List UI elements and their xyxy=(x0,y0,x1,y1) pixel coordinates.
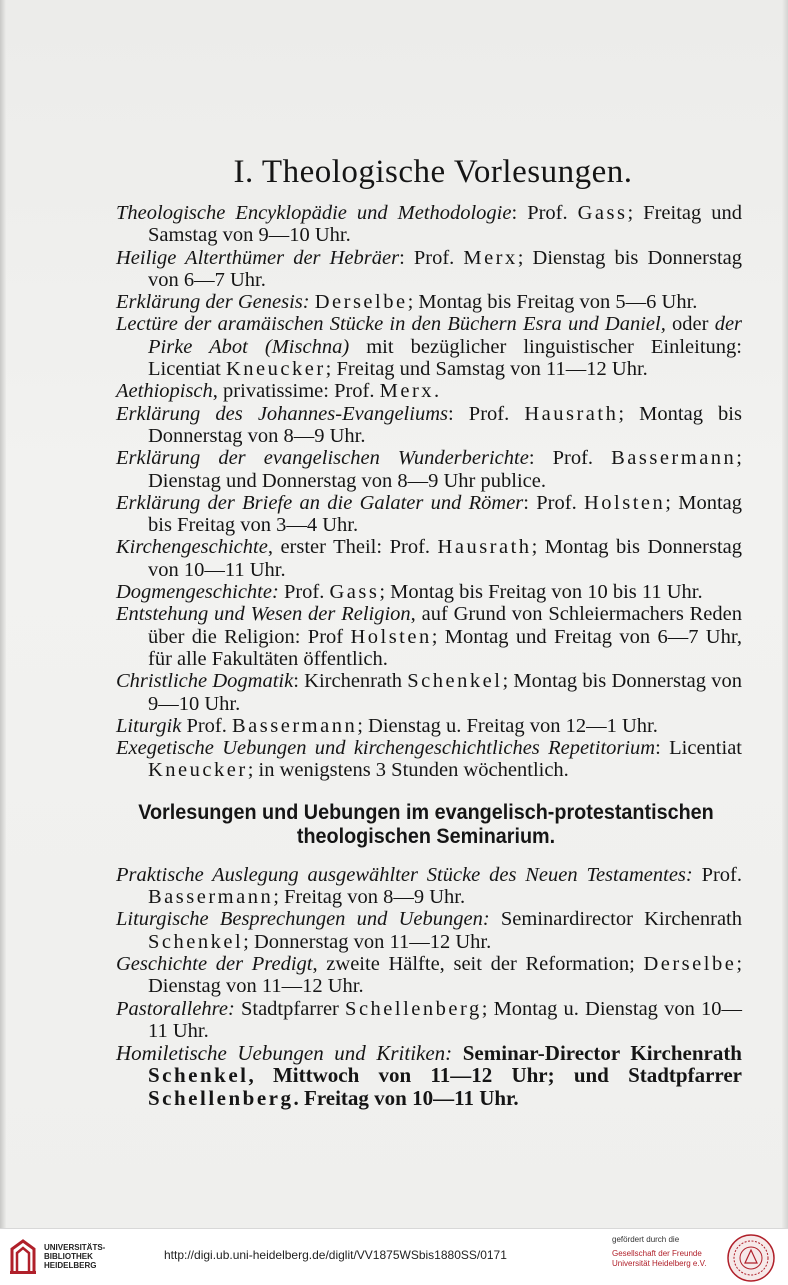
lecture-subject: Geschichte der Predigt xyxy=(116,952,313,975)
lecture-entry xyxy=(116,581,742,603)
lecture-subject: Erklärung der Genesis: xyxy=(116,291,310,314)
sponsor-name-line-2: Universität Heidelberg e.V. xyxy=(612,1259,707,1268)
lecturer-name: Schenkel xyxy=(148,930,244,953)
university-seal-icon xyxy=(726,1233,776,1283)
lecture-detail: ; Dienstag u. Freitag von 12—1 Uhr. xyxy=(357,714,658,737)
page-edge-left xyxy=(0,0,6,1228)
lecture-detail: Prof. xyxy=(527,202,578,224)
lecture-detail: Seminar-Director Kirchenrath xyxy=(462,1041,742,1066)
sponsor-name-line-1: Gesellschaft der Freunde xyxy=(612,1249,702,1258)
lecturer-name: Kneucker xyxy=(148,759,248,782)
lecture-detail: . xyxy=(434,380,440,403)
lecturer-name: Hausrath xyxy=(437,536,532,559)
lecture-detail: Prof. xyxy=(468,402,525,425)
lecture-detail: ; in wenigstens 3 Stunden wöchentlich. xyxy=(247,759,569,782)
lecture-entry xyxy=(116,380,742,402)
lecture-entry xyxy=(116,998,742,1043)
lecture-detail: oder xyxy=(672,313,715,336)
separator: , xyxy=(212,380,224,403)
footer-bar xyxy=(0,1228,788,1285)
lecture-entry xyxy=(116,247,742,292)
lecturer-name: Gass xyxy=(329,581,380,604)
lecturer-name: Hausrath xyxy=(524,402,619,425)
page-content xyxy=(116,152,742,1109)
lecture-detail: privatissime: Prof. xyxy=(223,380,380,403)
lecture-detail: Stadtpfarrer xyxy=(240,997,346,1020)
lecture-entry xyxy=(116,313,742,380)
separator: : xyxy=(293,670,305,693)
lecture-entry xyxy=(116,447,742,492)
lecture-subject: Liturgische Besprechungen und Uebungen: xyxy=(116,908,490,931)
lecture-subject: Erklärung der evangelischen Wunderberichte xyxy=(116,447,529,470)
lecture-detail: ; Montag u. Dienstag von 10—11 Uhr. xyxy=(148,997,742,1042)
lecture-detail: Prof. xyxy=(701,863,742,886)
lecture-detail: Prof. xyxy=(413,246,464,269)
lecture-detail: ; Montag bis Freitag von 10 bis 11 Uhr. xyxy=(379,581,703,604)
lecture-entry xyxy=(116,202,742,247)
lecture-detail: Prof. xyxy=(536,491,584,514)
separator: , xyxy=(312,952,327,975)
separator: : xyxy=(528,447,553,470)
lecturer-name: Schellenberg xyxy=(148,1085,294,1110)
lecturer-name: Merx xyxy=(463,246,518,269)
lecturer-name: Schenkel xyxy=(148,1063,249,1088)
lecturer-name: Bassermann xyxy=(148,886,274,909)
lecturer-name: Holsten xyxy=(583,491,666,514)
lecture-detail: , Mittwoch von 11—12 Uhr; und Stadtpfarrer xyxy=(248,1063,742,1088)
lecture-detail: ; Dienstag und Donnerstag von 8—9 Uhr publice. xyxy=(148,447,742,492)
lecture-subject: Erklärung des Johannes-Evangeliums xyxy=(116,402,448,425)
section-heading: Vorlesungen und Uebungen im evangelisch-protestantischen theologischen Seminarium. xyxy=(138,799,714,848)
lecture-detail: ; Donnerstag von 11—12 Uhr. xyxy=(243,930,492,953)
library-name-line-3: HEIDELBERG xyxy=(44,1261,97,1270)
lecturer-name: Bassermann xyxy=(611,447,737,470)
lecture-subject: Theologische Encyklopädie und Methodologie xyxy=(116,202,512,224)
separator: : xyxy=(447,402,469,425)
lecture-detail: ; Montag und Freitag von 6—7 Uhr, für alle Fakultäten öffentlich. xyxy=(148,625,742,670)
lecture-entry xyxy=(116,492,742,537)
lecture-detail: Prof. xyxy=(186,714,232,737)
lecture-detail: ; Montag bis Freitag von 3—4 Uhr. xyxy=(148,491,742,537)
separator: : xyxy=(399,246,414,269)
lecture-entry xyxy=(116,908,742,953)
lecture-detail: ; Freitag und Samstag von 9—10 Uhr. xyxy=(148,202,742,247)
lecture-detail: zweite Hälfte, seit der Reformation; xyxy=(326,952,644,975)
lecture-entry xyxy=(116,1042,742,1109)
lecture-subject: Aethiopisch xyxy=(116,380,213,403)
lecture-entry xyxy=(116,737,742,782)
library-name xyxy=(44,1243,105,1270)
separator: : xyxy=(511,202,528,224)
permalink[interactable]: http://digi.ub.uni-heidelberg.de/diglit/VV1875WSbis1880SS/0171 xyxy=(164,1248,507,1262)
lecture-entry xyxy=(116,603,742,670)
lecture-detail: mit bezüglicher linguistischer Einleitung: Licentiat xyxy=(148,335,742,381)
lecture-subject: Entstehung und Wesen der Religion xyxy=(116,603,411,626)
library-name-line-1: UNIVERSITÄTS- xyxy=(44,1243,106,1252)
lecturer-name: Gass xyxy=(577,202,628,224)
university-library-logo-icon xyxy=(8,1237,38,1277)
lecture-entry xyxy=(116,536,742,581)
lecture-subject: Homiletische Uebungen und Kritiken: xyxy=(116,1041,453,1066)
separator: : xyxy=(523,491,537,514)
lecture-detail: erster Theil: Prof. xyxy=(280,536,438,559)
separator xyxy=(452,1041,463,1065)
lecture-entry xyxy=(116,291,742,313)
lecturer-name: Schellenberg xyxy=(345,997,482,1020)
lecture-detail: ; Freitag von 8—9 Uhr. xyxy=(273,886,466,909)
lecture-subject: Dogmengeschichte: xyxy=(116,581,279,604)
lecture-entry xyxy=(116,715,742,737)
lecture-detail: Prof. xyxy=(283,581,330,604)
sponsor-name xyxy=(612,1249,706,1269)
separator: : xyxy=(655,737,670,760)
seminar-list xyxy=(116,864,742,1109)
lecture-detail: Kirchenrath xyxy=(304,670,408,693)
lecture-detail: Licentiat xyxy=(669,737,742,760)
lecture-detail: Seminardirector Kirchenrath xyxy=(500,908,743,931)
lecture-detail: . Freitag von 10—11 Uhr. xyxy=(293,1085,519,1110)
separator: , xyxy=(410,603,422,626)
lecturer-name: Derselbe xyxy=(643,952,737,975)
lecture-subject: Pastorallehre: xyxy=(116,997,235,1020)
library-name-line-2: BIBLIOTHEK xyxy=(44,1252,93,1261)
lecture-entry xyxy=(116,953,742,998)
lecture-detail: ; Montag bis Donnerstag von 10—11 Uhr. xyxy=(148,536,742,581)
lecture-subject: Christliche Dogmatik xyxy=(116,670,294,693)
lecture-entry xyxy=(116,670,742,715)
page-title: I. Theologische Vorlesungen. xyxy=(233,154,633,190)
lecture-detail: ; Dienstag von 11—12 Uhr. xyxy=(148,952,743,998)
lecture-subject: Liturgik xyxy=(116,714,182,737)
lecture-detail: ; Dienstag bis Donnerstag von 6—7 Uhr. xyxy=(148,246,742,291)
lecture-detail: auf Grund von Schleiermachers Reden über die Religion: Prof xyxy=(148,603,743,648)
separator xyxy=(693,864,702,886)
lecture-detail: ; Montag bis Freitag von 5—6 Uhr. xyxy=(407,291,698,314)
lecturer-name: Schenkel xyxy=(407,670,503,693)
lecture-subject: Lectüre der aramäischen Stücke in den Büchern Esra und Daniel, xyxy=(116,313,666,336)
separator xyxy=(490,908,501,930)
lecture-entry xyxy=(116,864,742,909)
lecture-entry xyxy=(116,403,742,448)
lecturer-name: Merx xyxy=(379,380,435,403)
lecturer-name: Kneucker xyxy=(225,358,326,381)
lecture-subject: Praktische Auslegung ausgewählter Stücke des Neuen Testamentes: xyxy=(116,863,693,886)
lecture-detail: ; Freitag und Samstag von 11—12 Uhr. xyxy=(325,358,648,381)
lecture-detail: Prof. xyxy=(552,447,612,470)
separator: , xyxy=(267,536,281,559)
lecturer-name: Holsten xyxy=(350,625,432,648)
lecture-subject: Heilige Alterthümer der Hebräer xyxy=(116,246,400,269)
lecturer-name: Derselbe xyxy=(314,291,408,314)
lecturer-name: Bassermann xyxy=(232,714,358,737)
lecture-detail: ; Montag bis Donnerstag von 8—9 Uhr. xyxy=(148,402,742,447)
sponsor-label: gefördert durch die xyxy=(612,1235,680,1244)
lecture-subject: Exegetische Uebungen und kirchengeschichtliches Repetitorium xyxy=(116,737,656,760)
page-edge-right xyxy=(782,0,788,1228)
lecture-subject: Kirchengeschichte xyxy=(116,536,268,559)
lecture-detail: der Pirke Abot (Mischna) xyxy=(148,313,743,358)
lecture-detail: ; Montag bis Donnerstag von 9—10 Uhr. xyxy=(148,670,743,715)
lecture-list xyxy=(116,202,742,782)
lecture-subject: Erklärung der Briefe an die Galater und Römer xyxy=(116,491,524,514)
